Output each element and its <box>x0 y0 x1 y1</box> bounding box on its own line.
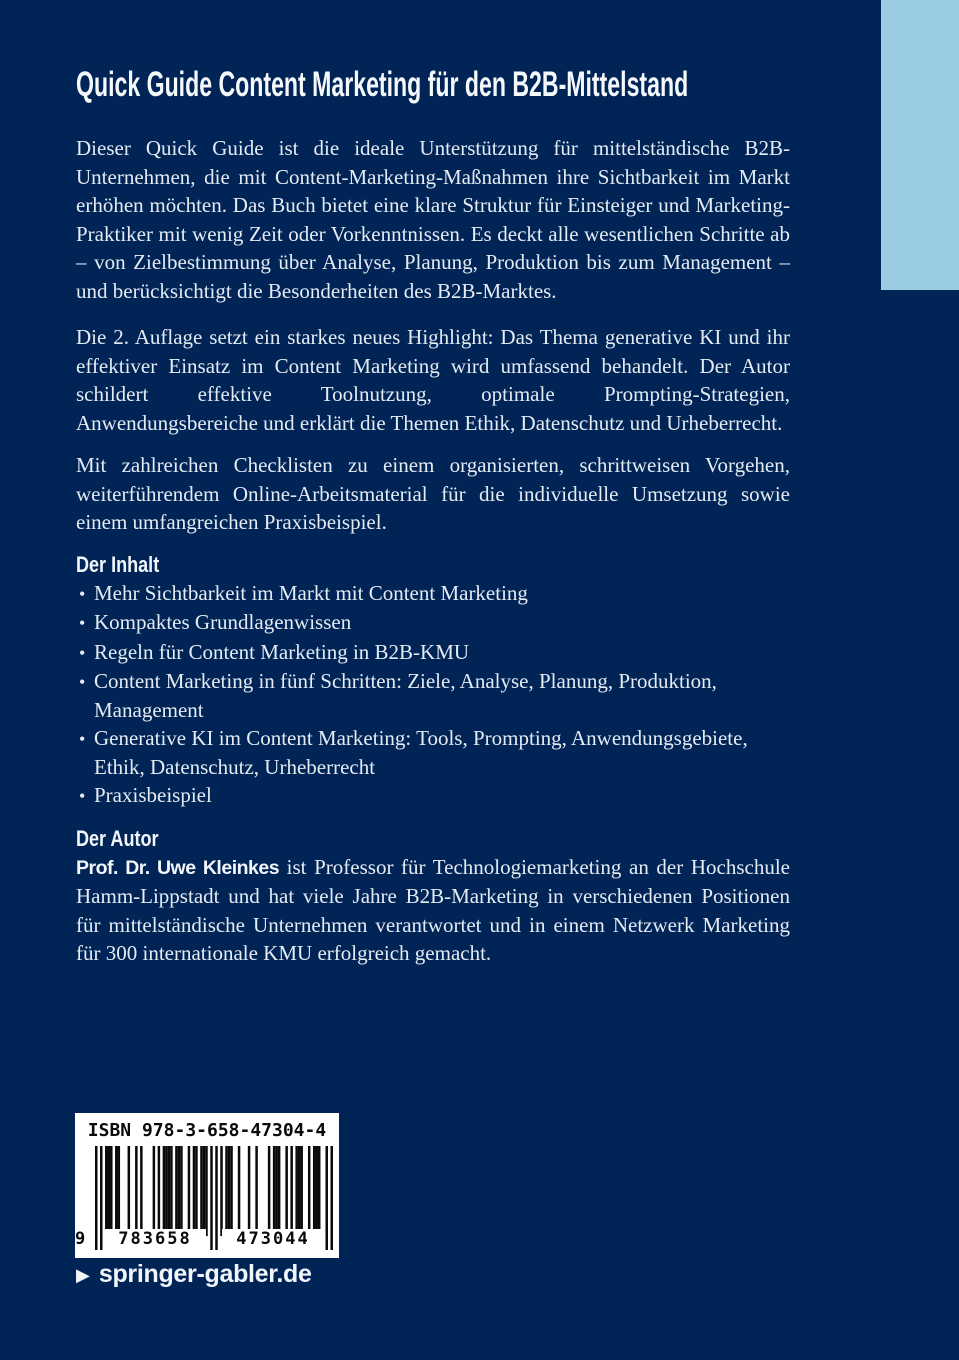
inhalt-item-text: Praxisbeispiel <box>94 783 212 807</box>
inhalt-item <box>76 781 790 811</box>
inhalt-item-text: Generative KI im Content Marketing: Tools, Prompting, Anwendungsgebiete, Ethik, Datenschutz, Urheberrecht <box>94 726 748 779</box>
blurb-paragraph-2: Die 2. Auflage setzt ein starkes neues Highlight: Das Thema generative KI und ihr effektiver Einsatz im Content Marketing wird umfassend behandelt. Der Autor schildert effektive Toolnutzung, optimale Prompting-Strategien, Anwendungsbereiche und erklärt die Themen Ethik, Datenschutz und Urheberrecht. <box>76 325 790 435</box>
publisher-line <box>76 1260 312 1289</box>
inhalt-item <box>76 667 790 724</box>
inhalt-item-text: Content Marketing in fünf Schritten: Ziele, Analyse, Planung, Produktion, Management <box>94 669 717 722</box>
autor-name: Prof. Dr. Uwe Kleinkes <box>76 856 280 879</box>
publisher-url: springer-gabler.de <box>98 1260 312 1288</box>
cover-text-column <box>76 66 790 968</box>
inhalt-item-text: Regeln für Content Marketing in B2B-KMU <box>94 639 470 664</box>
bullet-icon <box>76 608 94 638</box>
inhalt-item <box>76 638 790 668</box>
barcode <box>75 1146 333 1250</box>
springer-arrow-icon: ▶ <box>76 1264 90 1285</box>
bullet-icon <box>76 724 94 781</box>
bullet-icon <box>76 579 94 609</box>
inhalt-item <box>76 724 790 781</box>
inhalt-heading: Der Inhalt <box>76 551 160 577</box>
isbn-label: ISBN 978-3-658-47304-4 <box>87 1120 327 1141</box>
book-title: Quick Guide Content Marketing für den B2B-Mittelstand <box>76 65 689 104</box>
inhalt-list <box>76 579 790 811</box>
barcode-digits-right-group: 473044 <box>222 1229 324 1250</box>
bullet-icon <box>76 667 94 724</box>
inhalt-item <box>76 579 790 609</box>
autor-bio <box>76 853 790 968</box>
autor-bio-text: ist Professor für Technologiemarketing an der Hochschule Hamm-Lippstadt und hat viele Jahre B2B-Marketing in verschiedenen Positionen für mittelständische Unternehmen verantwortet und in einem Netzwerk Marketing für 300 internationale KMU erfolgreich gemacht. <box>76 854 790 965</box>
blurb-paragraph-1: Dieser Quick Guide ist die ideale Unterstützung für mittelständische B2B-Unternehmen, die mit Content-Marketing-Maßnahmen ihre Sichtbarkeit im Markt erhöhen möchten. Das Buch bietet eine klare Struktur für Einsteiger und Marketing-Praktiker mit wenig Zeit oder Vorkenntnissen. Es deckt alle wesentlichen Schritte ab – von Zielbestimmung über Analyse, Planung, Produktion bis zum Management – und berücksichtigt die Besonderheiten des B2B-Marktes. <box>76 136 790 303</box>
bullet-icon <box>76 638 94 668</box>
barcode-digits-left-group: 783658 <box>104 1229 206 1250</box>
inhalt-item-text: Mehr Sichtbarkeit im Markt mit Content Marketing <box>94 580 528 605</box>
inhalt-item <box>76 608 790 638</box>
autor-heading: Der Autor <box>76 825 159 851</box>
bullet-icon <box>76 781 94 811</box>
inhalt-item-text: Kompaktes Grundlagenwissen <box>94 610 352 634</box>
accent-color-block <box>881 0 959 290</box>
barcode-digit-first: 9 <box>75 1229 93 1250</box>
isbn-barcode-panel <box>75 1113 339 1258</box>
blurb-paragraph-3: Mit zahlreichen Checklisten zu einem organisierten, schrittweisen Vorgehen, weiterführendem Online-Arbeitsmaterial für die individuelle Umsetzung sowie einem umfangreichen Praxisbeispiel. <box>76 453 790 534</box>
